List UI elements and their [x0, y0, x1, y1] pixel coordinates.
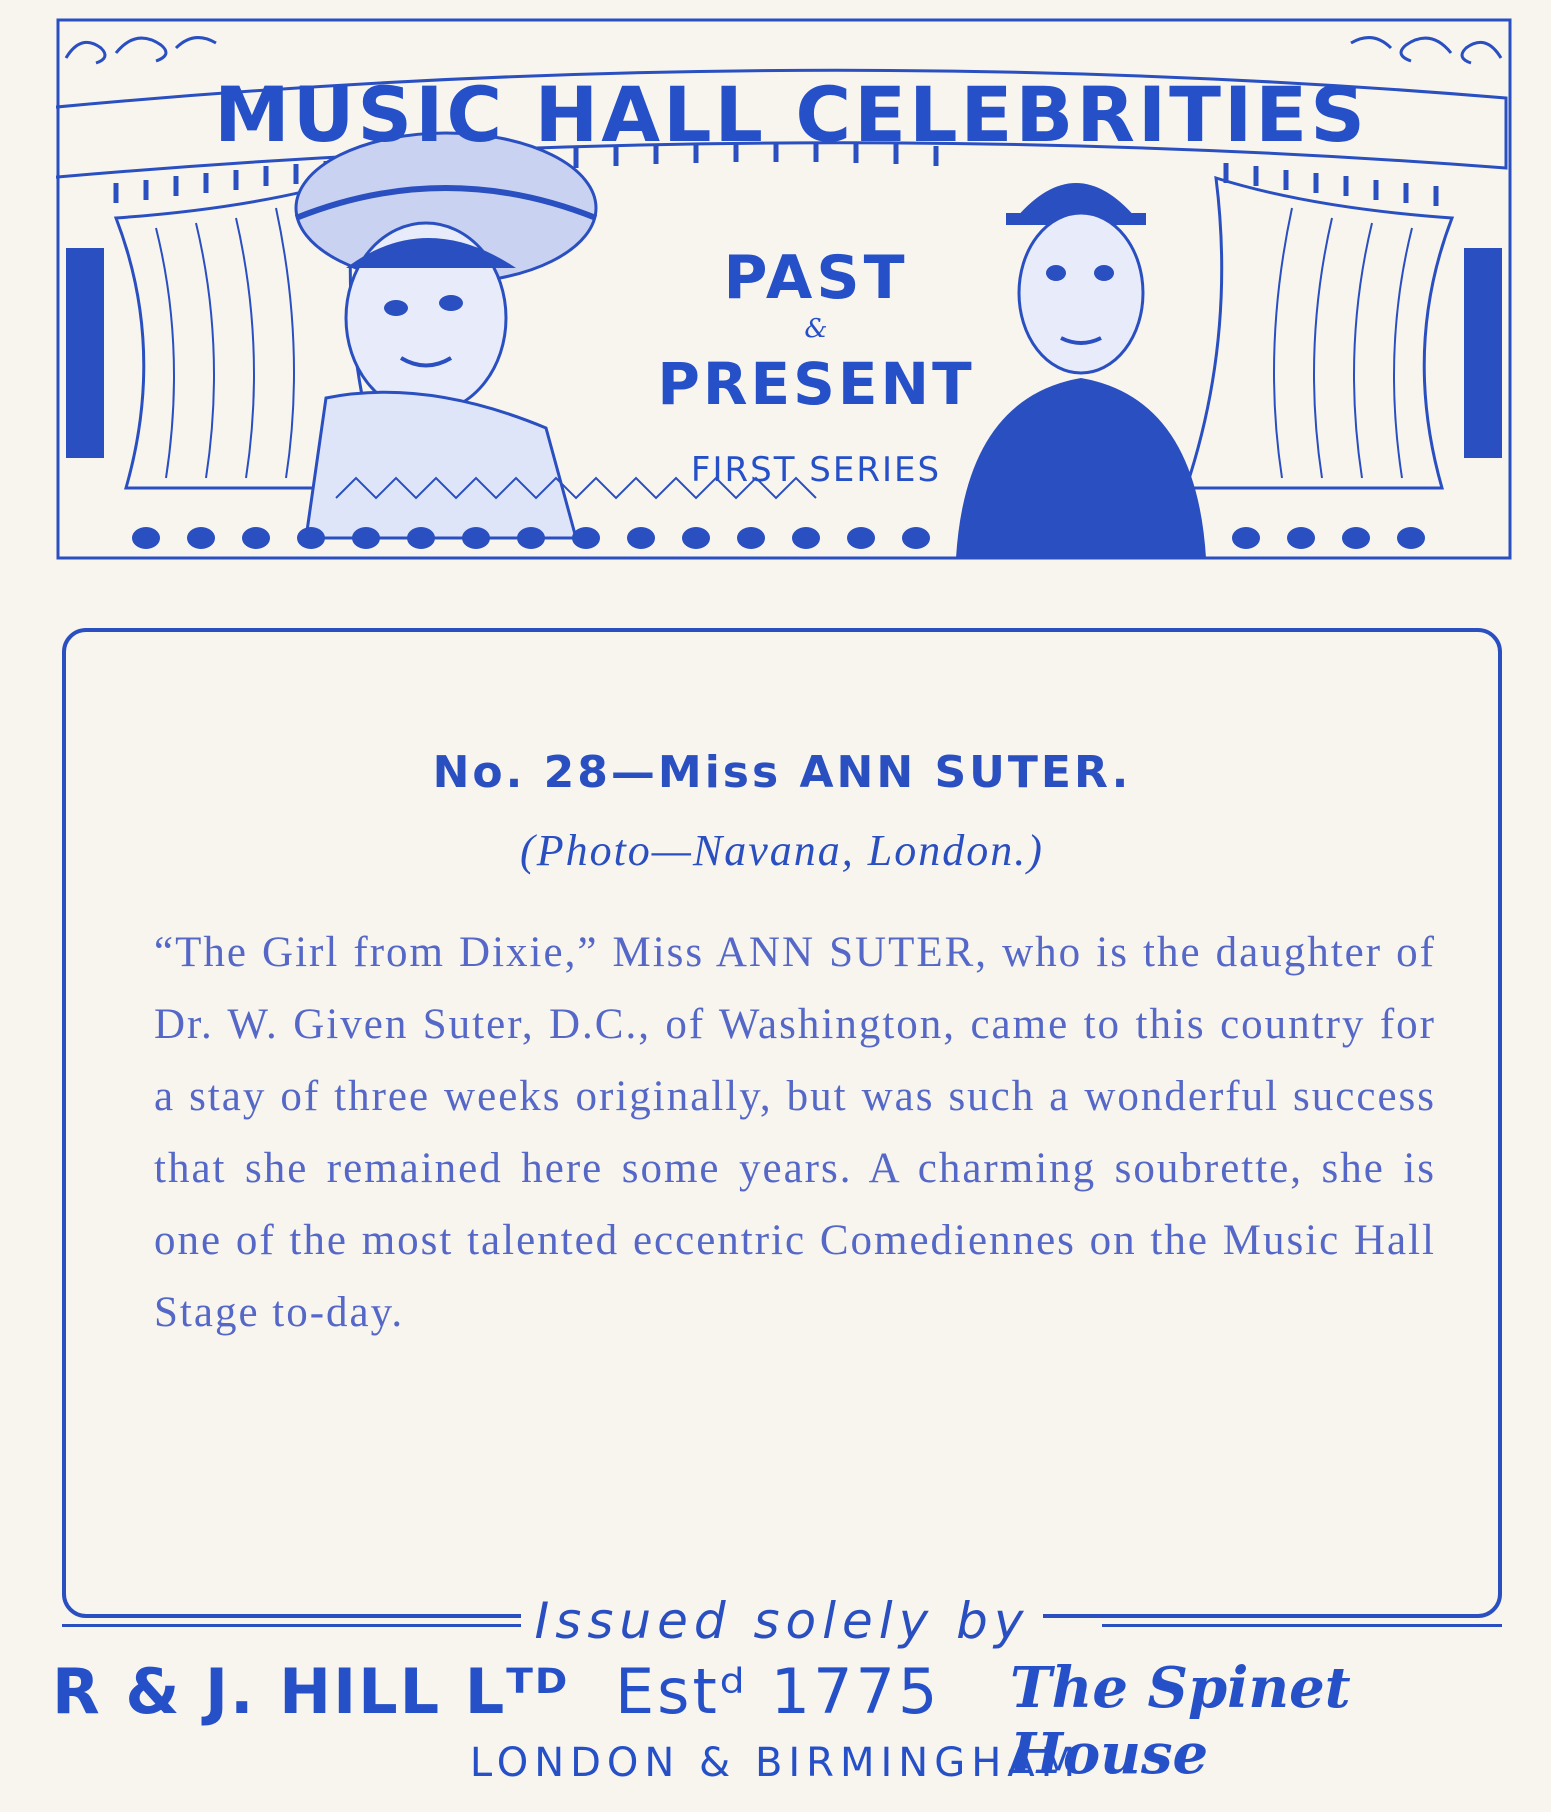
header-banner [56, 18, 1512, 563]
firm-name: R & J. HILL Lᵀᴰ [52, 1655, 570, 1728]
issued-text: Issued solely by [521, 1592, 1044, 1650]
description-box [62, 628, 1502, 1618]
series-label: FIRST SERIES [690, 450, 942, 490]
scroll-ornament-right [1351, 38, 1501, 63]
present-label: PRESENT [657, 350, 975, 418]
issued-label [62, 1592, 1502, 1650]
established-year: Estᵈ 1775 [615, 1655, 941, 1728]
scroll-ornament-left [66, 38, 216, 63]
past-label: PAST [723, 243, 909, 313]
spinet-house-logo: The Spinet House [1010, 1655, 1351, 1787]
issued-row [62, 1592, 1502, 1652]
banner-title: MUSIC HALL CELEBRITIES [214, 70, 1368, 159]
city-label: LONDON & BIRMINGHAM [469, 1740, 1082, 1786]
card-title: No. 28—Miss ANN SUTER. [432, 747, 1132, 798]
photo-credit: (Photo—Navana, London.) [520, 826, 1044, 875]
biography-text: “The Girl from Dixie,” Miss ANN SUTER, who is the daughter of Dr. W. Given Suter, D.C., of Washington, came to this country for a stay of three weeks originally, but was such a wonderful success that she remained here some years. A charming soubrette, she is one of the most talented eccentric Comediennes on the Music Hall Stage to-day. [154, 929, 1436, 1336]
portrait-woman [296, 133, 596, 538]
ampersand-label: & [804, 314, 828, 344]
curtain-right [1186, 178, 1452, 488]
pillar-left [66, 248, 104, 458]
pillar-right [1464, 248, 1502, 458]
portrait-man [956, 183, 1206, 558]
